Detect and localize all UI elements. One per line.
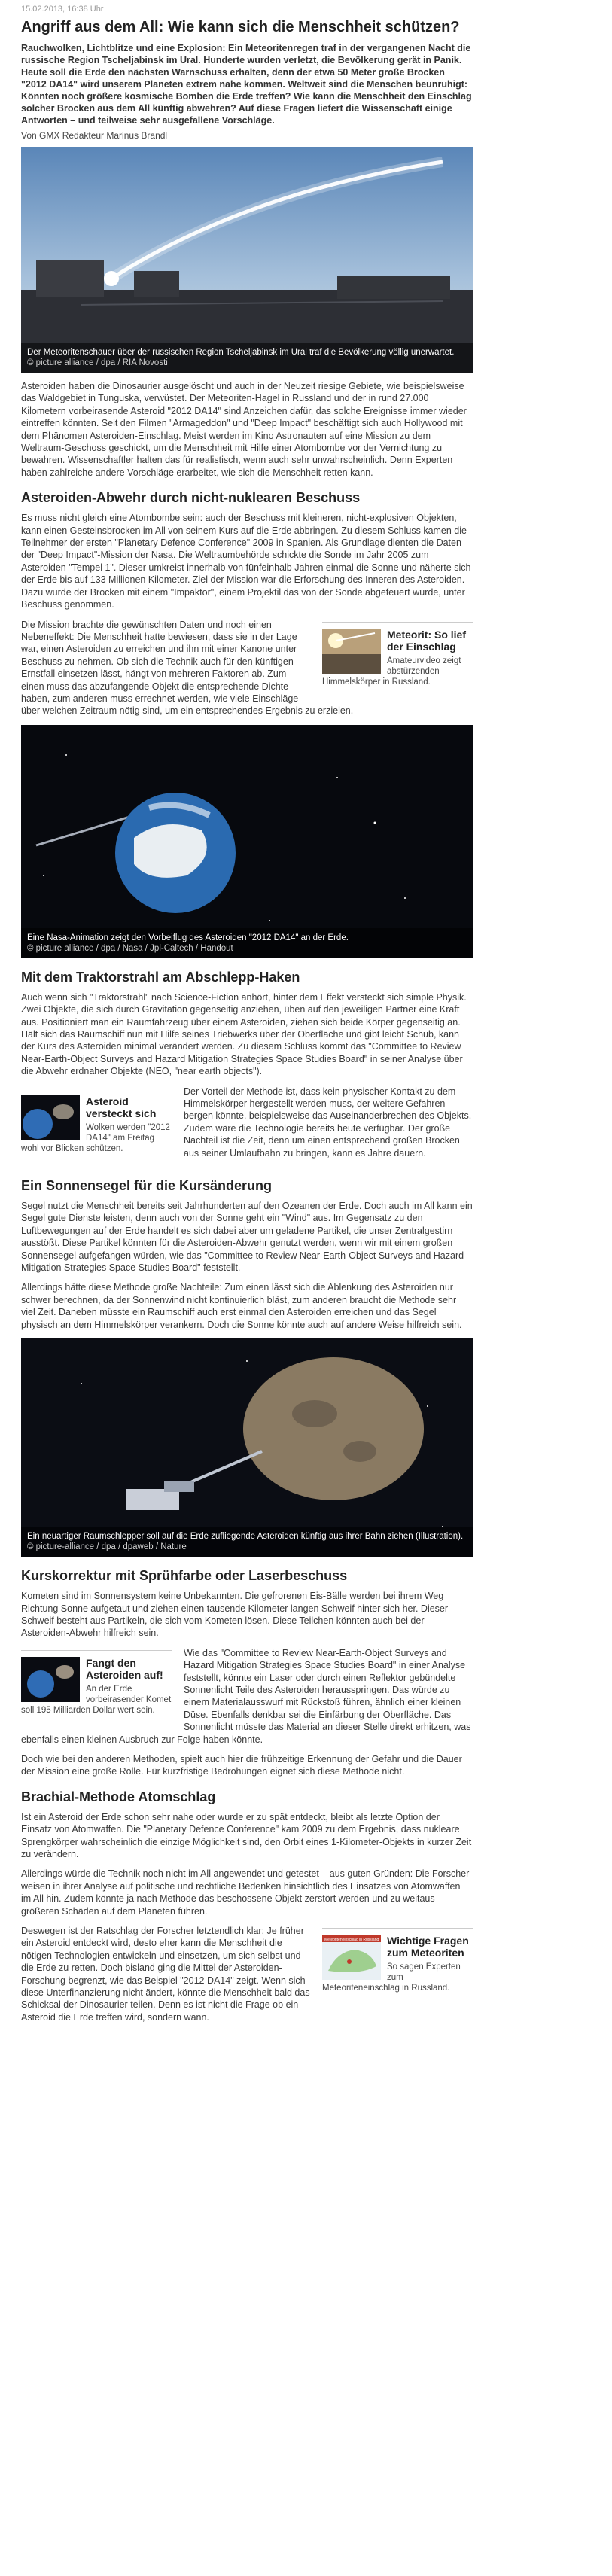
related-box-asteroid[interactable] [21,1089,172,1154]
article [21,0,473,2031]
heading-atom: Brachial-Methode Atomschlag [21,1789,216,1804]
paragraph: Allerdings hätte diese Methode große Nachteile: Zum einen lässt sich die Ablenkung des Asteroiden nur schwer berechnen, da der Sonnenwind nicht kontinuierlich bläst, zum anderen braucht die Methode sehr viel Zeit. Daneben müsste ein Raumschiff auch erst einmal den Asteroiden erreichen und das Segel physisch an dem Himmelskörper verankern. Doch die Sonne könnte auch auf andere Weise hilfreich sein. [21,1282,462,1330]
paragraph: Asteroiden haben die Dinosaurier ausgelöscht und auch in der Neuzeit riesige Gebiete, wie beispielsweise das Waldgebiet in Tunguska, verwüstet. Der Meteoriten-Hagel in Russland und der in rund 27.000 Kilometern vorbeirasende Asteroid "2012 DA14" sind Anzeichen dafür, das solche Ereignisse immer wieder eintreffen könnten. Seit den Filmen "Armageddon" und "Deep Impact" beschäftigt sich auch Hollywood mit dem Phänomen Asteroiden-Einschlag. Meist werden im Kino Astronauten auf eine Mission zu dem Weltraum-Geschoss geschickt, um die Menschheit mit Hilfe einer Atombombe vor der Vernichtung zu bewahren. Wissenschaftler halten das für realistisch, wenn auch sehr unwahrscheinlich. Denn Experten haben zahlreiche andere Vorschläge erarbeitet, wie sich die Menschheit retten kann. [21,381,467,478]
meteorit-thumb [322,629,381,674]
article-author: Von GMX Redakteur Marinus Brandl [21,130,168,141]
sail-credit: © picture-alliance / dpa / dpaweb / Nature [27,1542,187,1552]
heading-abwehr: Asteroiden-Abwehr durch nicht-nuklearen Beschuss [21,490,361,506]
related-box-fangt[interactable] [21,1650,172,1716]
asteroid-earth-credit: © picture alliance / dpa / Nasa / Jpl-Caltech / Handout [27,943,233,953]
meteor-figure[interactable] [21,147,473,373]
fragen-map-thumb [322,1935,381,1980]
meteor-caption-text: Der Meteoritenschauer über der russischen Region Tscheljabinsk im Ural traf die Bevölkerung völlig unerwartet. [27,348,455,357]
paragraph: Die Mission brachte die gewünschten Daten und noch einen Nebeneffekt: Die Menschheit hatte bewiesen, dass sie in der Lage war, einen Asteroiden zu erreichen und ihn mit einer Kanone unter Beschuss zu nehmen. Ob sich die Technik auch für den künftigen Ernstfall einsetzen lässt, hängt von mehreren Faktoren ab. Zum einen muss das abzufangende Objekt die entsprechende Dichte haben, zum anderen muss errechnet werden, wie viele Einschläge über welchen Zeitraum nötig sind, um ein entsprechendes Ergebnis zu erzielen. [21,619,354,717]
asteroid-thumb [21,1095,80,1140]
related-box-meteorit[interactable] [322,622,473,687]
paragraph: Segel nutzt die Menschheit bereits seit Jahrhunderten auf den Ozeanen der Erde. Doch auch im All kann ein Segel gute Dienste leisten, denn auch von der Sonne geht ein "Wind" aus. Im Gegensatz zu den Luftbewegungen auf der Erde handelt es sich dabei aber um geladene Partikel, die unser Zentralgestirn ausstößt. Diese Partikel könnten für die Asteroiden-Abwehr genutzt werden, wenn wir mit einem großen Sonnensegel aufgefangen würden, wie das "Committee to Review Near-Earth-Object Surveys and Hazard Mitigation Strategies Space Studies Board" feststellt. [21,1201,473,1274]
meteor-credit: © picture alliance / dpa / RIA Novosti [27,358,168,367]
fragen-box-title[interactable]: Wichtige Fragen zum Meteoriten [387,1935,469,1959]
asteroid-earth-figure[interactable] [21,725,473,958]
fangt-box-title[interactable]: Fangt den Asteroiden auf! [86,1656,163,1681]
paragraph: Wie das "Committee to Review Near-Earth-Object Surveys and Hazard Mitigation Strategies Space Studies Board" in einer Analyse feststellt, könnte ein Laser oder durch einen Reflektor gebündelte Sonnenlicht Teile des Asteroiden herausspringen. Das würde zu einem Materialausswurf mit Rückstoß führen, ähnlich einer kleinen Düse. Ebenfalls denkbar sei die Einfärbung der Oberfläche. Das Sonnenlicht müsste das Material an dieser Stelle direkt erhitzen, was ebenfalls einen kleinen Ausbruch zur Folge haben könnte. [21,1647,471,1745]
meteorit-box-text: Amateurvideo zeigt abstürzenden Himmelskörper in Russland. [322,656,461,687]
paragraph: Doch wie bei den anderen Methoden, spielt auch hier die frühzeitige Erkennung der Gefahr und die Dauer der Mission eine große Rolle. Für kurzfristige Bedrohungen eignet sich diese Methode nicht. [21,1753,462,1777]
asteroid-earth-caption-text: Eine Nasa-Animation zeigt den Vorbeiflug des Asteroiden "2012 DA14" an der Erde. [27,933,349,942]
related-box-fragen[interactable] [322,1928,473,1993]
paragraph: Allerdings würde die Technik noch nicht im All angewendet und getestet – aus guten Gründen: Die Forscher weisen in ihrer Analyse auf politische und rechtliche Bedenken hinsichtlich des Einsatzes von Atomwaffen im All hin. Zudem könnte ja nach Methode das beschossene Objekt zerstört werden und zu weitaus größeren Schäden auf dem Planeten führen. [21,1868,470,1917]
sail-figure[interactable] [21,1338,473,1557]
paragraph: Es muss nicht gleich eine Atombombe sein: auch der Beschuss mit kleineren, nicht-explosiven Objekten, kann einen Gesteinsbrocken im All von seinem Kurs auf die Erde abbringen. Zu diesem Schluss kamen die Teilnehmer der ersten "Planetary Defence Conference" 2009 in Spanien. Als Grundlage dienten die Daten der "Deep Impact"-Mission der Nasa. Die Weltraumbehörde schickte die Sonde im Jahr 2005 zum Asteroiden "Tempel 1". Dieser umkreist innerhalb von fünfeinhalb Jahren einmal die Sonne und näherte sich der Erde bis auf 133 Millionen Kilometer. Ziel der Mission war die Erforschung des Inneren des Asteroiden. Dazu wurde der Brocken mit einem "Impaktor", einem Projektil das von der Sonde abgefeuert wurde, unter Beschuss genommen. [21,513,471,611]
meteor-caption [21,343,473,373]
asteroid-box-title[interactable]: Asteroid versteckt sich [86,1095,157,1119]
heading-segel: Ein Sonnensegel für die Kursänderung [21,1178,273,1194]
article-lead: Rauchwolken, Lichtblitze und eine Explosion: Ein Meteoritenregen traf in der vergangenen Nacht die russische Region Tscheljabinsk im Ural. Hunderte wurden verletzt, die Bevölkerung gerät in Panik. Heute soll die Erde den nächsten Warnschuss erhalten, denn der etwa 50 Meter große Brocken "2012 DA14" wird unserem Planeten extrem nahe kommen. Weltweit sind die Menschen beunruhigt: Könnten noch größere kosmische Bomben die Erde treffen? Wie kann die Menschheit den Einschlag solcher Brocken aus dem All künftig abwehren? Auf diese Fragen liefert die Wissenschaft einige Antworten – und teilweise sehr ausgefallene Vorschläge. [21,43,472,126]
paragraph: Auch wenn sich "Traktorstrahl" nach Science-Fiction anhört, hinter dem Effekt versteckt sich simple Physik. Zwei Objekte, die sich durch Gravitation gegenseitig anziehen, üben auf den jeweiligen Partner eine Kraft aus. Positioniert man ein Raumfahrzeug über einem Asteroiden, ziehen sich beide Körper gegenseitig an. Hält sich das Raumschiff nun mit Hilfe seines Triebwerks über der Oberfläche und gibt leicht Schub, kann der Kurs des Asteroiden minimal verändert werden. Zu diesem Schluss kommt das "Committee to Review Near-Earth-Object Surveys and Hazard Mitigation Strategies Space Studies Board" in seiner Analyse über die Abwehr erdnaher Objekte (NEO, "near earth objects"). [21,991,467,1077]
heading-laser: Kurskorrektur mit Sprühfarbe oder Laserbeschuss [21,1568,348,1584]
fragen-box-text: So sagen Experten zum Meteoriteneinschlag in Russland. [322,1962,461,1993]
asteroid-earth-image [21,725,473,958]
meteorit-box-title[interactable]: Meteorit: So lief der Einschlag [387,628,467,653]
fangt-thumb [21,1657,80,1702]
paragraph: Der Vorteil der Methode ist, dass kein physischer Kontakt zu dem Himmelskörper hergestellt werden muss, der weitere Gefahren bergen könnte, beispielsweise das Auseinanderbrechen des Objekts. Zudem wäre die Technologie bereits heute verfügbar. Der große Nachteil ist die Zeit, denn um einen entsprechend großen Brocken aus seiner Umlaufbahn zu bringen, kann es Jahre dauern. [184,1086,472,1159]
sail-caption-text: Ein neuartiger Raumschlepper soll auf die Erde zufliegende Asteroiden künftig aus ihrer Bahn ziehen (Illustration). [27,1532,464,1542]
fragen-map-label: Meteoriteneinschlag in Russland [324,1938,379,1943]
sail-image [21,1338,473,1557]
asteroid-earth-caption [21,928,473,958]
meteor-image [21,147,473,373]
paragraph: Ist ein Asteroid der Erde schon sehr nahe oder wurde er zu spät entdeckt, bleibt als letzte Option der Einsatz von Atomwaffen. Die "Planetary Defence Conference" kam 2009 zu dem Ergebnis, dass nukleare Sprengkörper wahrscheinlich die einzige Möglichkeit sind, den Orbit eines 1-Kilometer-Objekts in kurzer Zeit zu verändern. [21,1811,472,1859]
sail-caption [21,1527,473,1557]
fangt-box-text: An der Erde vorbeirasender Komet soll 195 Milliarden Dollar wert sein. [21,1684,172,1715]
article-date: 15.02.2013, 16:38 Uhr [21,5,104,14]
paragraph: Kometen sind im Sonnensystem keine Unbekannten. Die gefrorenen Eis-Bälle werden bei ihrem Weg Richtung Sonne aufgetaut und ziehen einen tausende Kilometer langen Schweif hinter sich her. Dieser Schweif besteht aus Partikeln, die sich vom Kometen lösen. Diese Teilchen könnten auch bei der Asteroiden-Abwehr hilfreich sein. [21,1591,449,1639]
article-title: Angriff aus dem All: Wie kann sich die Menschheit schützen? [21,19,460,35]
heading-traktor: Mit dem Traktorstrahl am Abschlepp-Haken [21,969,300,985]
asteroid-box-text: Wolken werden "2012 DA14" am Freitag wohl vor Blicken schützen. [21,1122,170,1153]
paragraph: Deswegen ist der Ratschlag der Forscher letztendlich klar: Je früher ein Asteroid entdeckt wird, desto eher kann die Menschheit die nötigen Technologien entwickeln und einsetzen, um sich selbst und die Erde zu retten. Doch bisland ging die Mittel der Asteroiden-Forschung begrenzt, wie das Beispiel "2012 DA14" zeigt. Wenn sich diese Unterfinanzierung nicht ändert, könnte die Menschheit bald das Schicksal der Dinosaurier teilen. Denn es ist nicht die Frage ob ein Asteroid die Erde treffen wird, sondern wann. [21,1926,310,2023]
